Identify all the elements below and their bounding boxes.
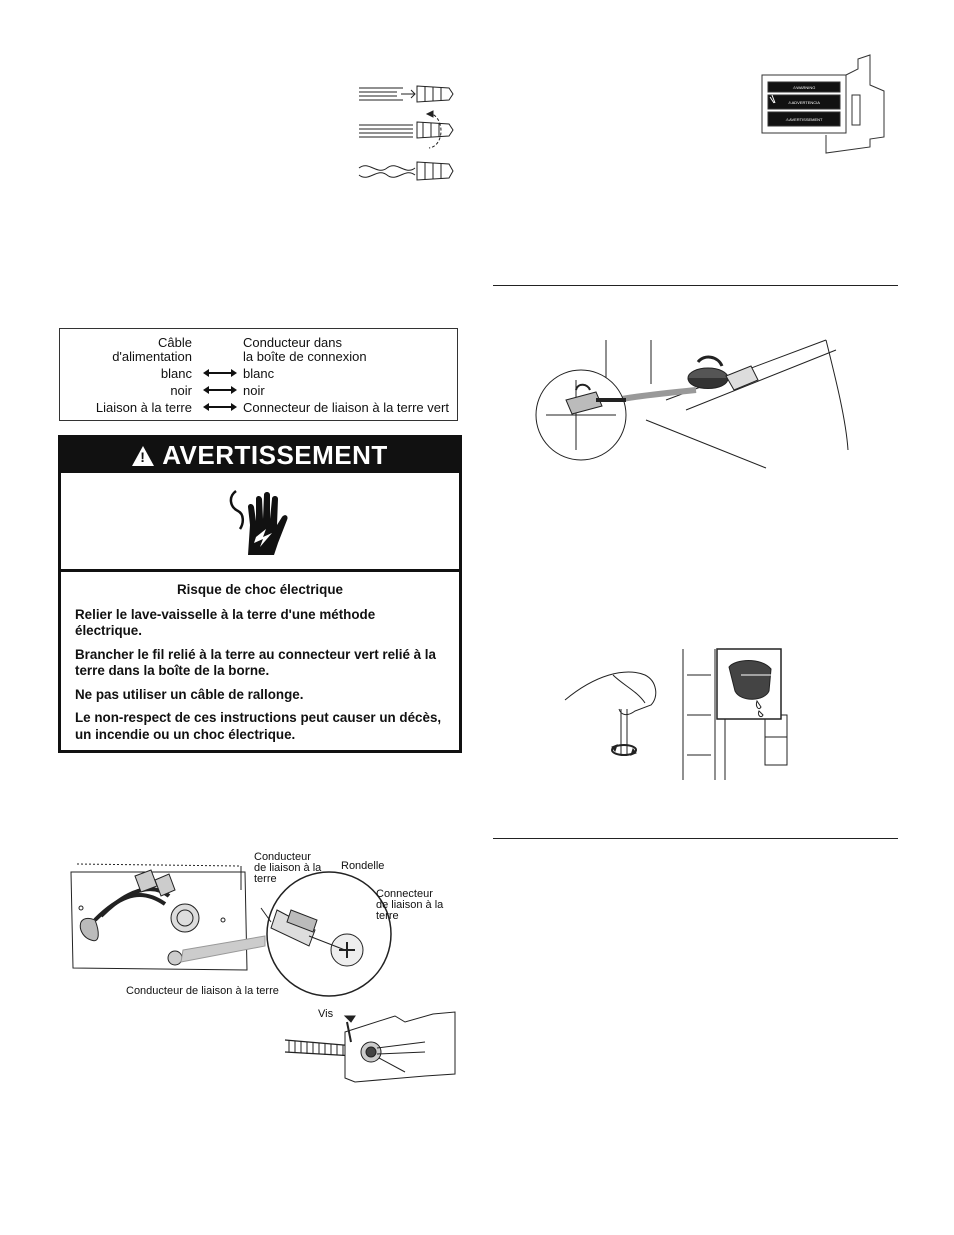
label-connector-3: terre	[376, 910, 399, 922]
table-header-right-2: la boîte de connexion	[243, 349, 367, 364]
wiring-connection-table	[59, 328, 458, 421]
label-box-line1: ⚠WARNING	[792, 85, 816, 90]
label-box-line3: ⚠AVERTISSEMENT	[785, 117, 823, 122]
section-divider	[493, 838, 898, 839]
table-row-left: Liaison à la terre	[95, 400, 192, 415]
junction-box-label-illustration	[758, 55, 888, 155]
label-conductor-2: de liaison à la	[254, 862, 322, 874]
warning-icon-area	[61, 473, 459, 572]
label-connector-2: de liaison à la	[376, 899, 444, 911]
table-header-left-1: Câble	[158, 335, 192, 350]
electric-shock-hand-icon	[226, 485, 296, 560]
warning-triangle-icon: !	[132, 446, 154, 466]
label-box-line2: ⚠ADVERTENCIA	[788, 100, 820, 105]
warning-body	[75, 578, 445, 750]
warning-box	[58, 435, 462, 753]
label-conductor-1: Conducteur	[254, 851, 311, 863]
double-arrow-icon	[203, 386, 237, 394]
table-header-left-2: d'alimentation	[112, 349, 192, 364]
section-divider	[493, 285, 898, 286]
label-bottom-conductor: Conducteur de liaison à la terre	[126, 985, 279, 997]
warning-title: Risque de choc électrique	[177, 582, 343, 597]
label-connector-1: Connecteur	[376, 888, 433, 900]
double-arrow-icon	[203, 403, 237, 411]
warning-header-text: AVERTISSEMENT	[162, 440, 388, 470]
table-row-left: noir	[170, 383, 192, 398]
label-screw: Vis	[318, 1008, 334, 1020]
table-header-right-1: Conducteur dans	[243, 335, 343, 350]
table-row-right: blanc	[243, 366, 275, 381]
wire-nut-illustration	[357, 80, 457, 185]
label-washer: Rondelle	[341, 860, 385, 872]
armored-cable-illustration	[285, 1012, 460, 1087]
warning-line: Le non-respect de ces instructions peut causer un décès, un incendie ou un choc électrique.	[75, 710, 442, 742]
water-line-connection-illustration	[536, 340, 856, 470]
table-row-right: noir	[243, 383, 265, 398]
warning-line: Relier le lave-vaisselle à la terre d'une méthode électrique.	[75, 606, 376, 638]
table-row-right: Connecteur de liaison à la terre vert	[243, 400, 449, 415]
double-arrow-icon	[203, 369, 237, 377]
hand-tighten-illustration	[565, 645, 790, 780]
warning-header	[61, 438, 459, 473]
warning-line: Ne pas utiliser un câble de rallonge.	[75, 686, 304, 702]
warning-line: Brancher le fil relié à la terre au connecteur vert relié à la terre dans la boîte de la borne.	[75, 646, 436, 678]
table-row-left: blanc	[160, 366, 192, 381]
label-conductor-3: terre	[254, 873, 277, 885]
